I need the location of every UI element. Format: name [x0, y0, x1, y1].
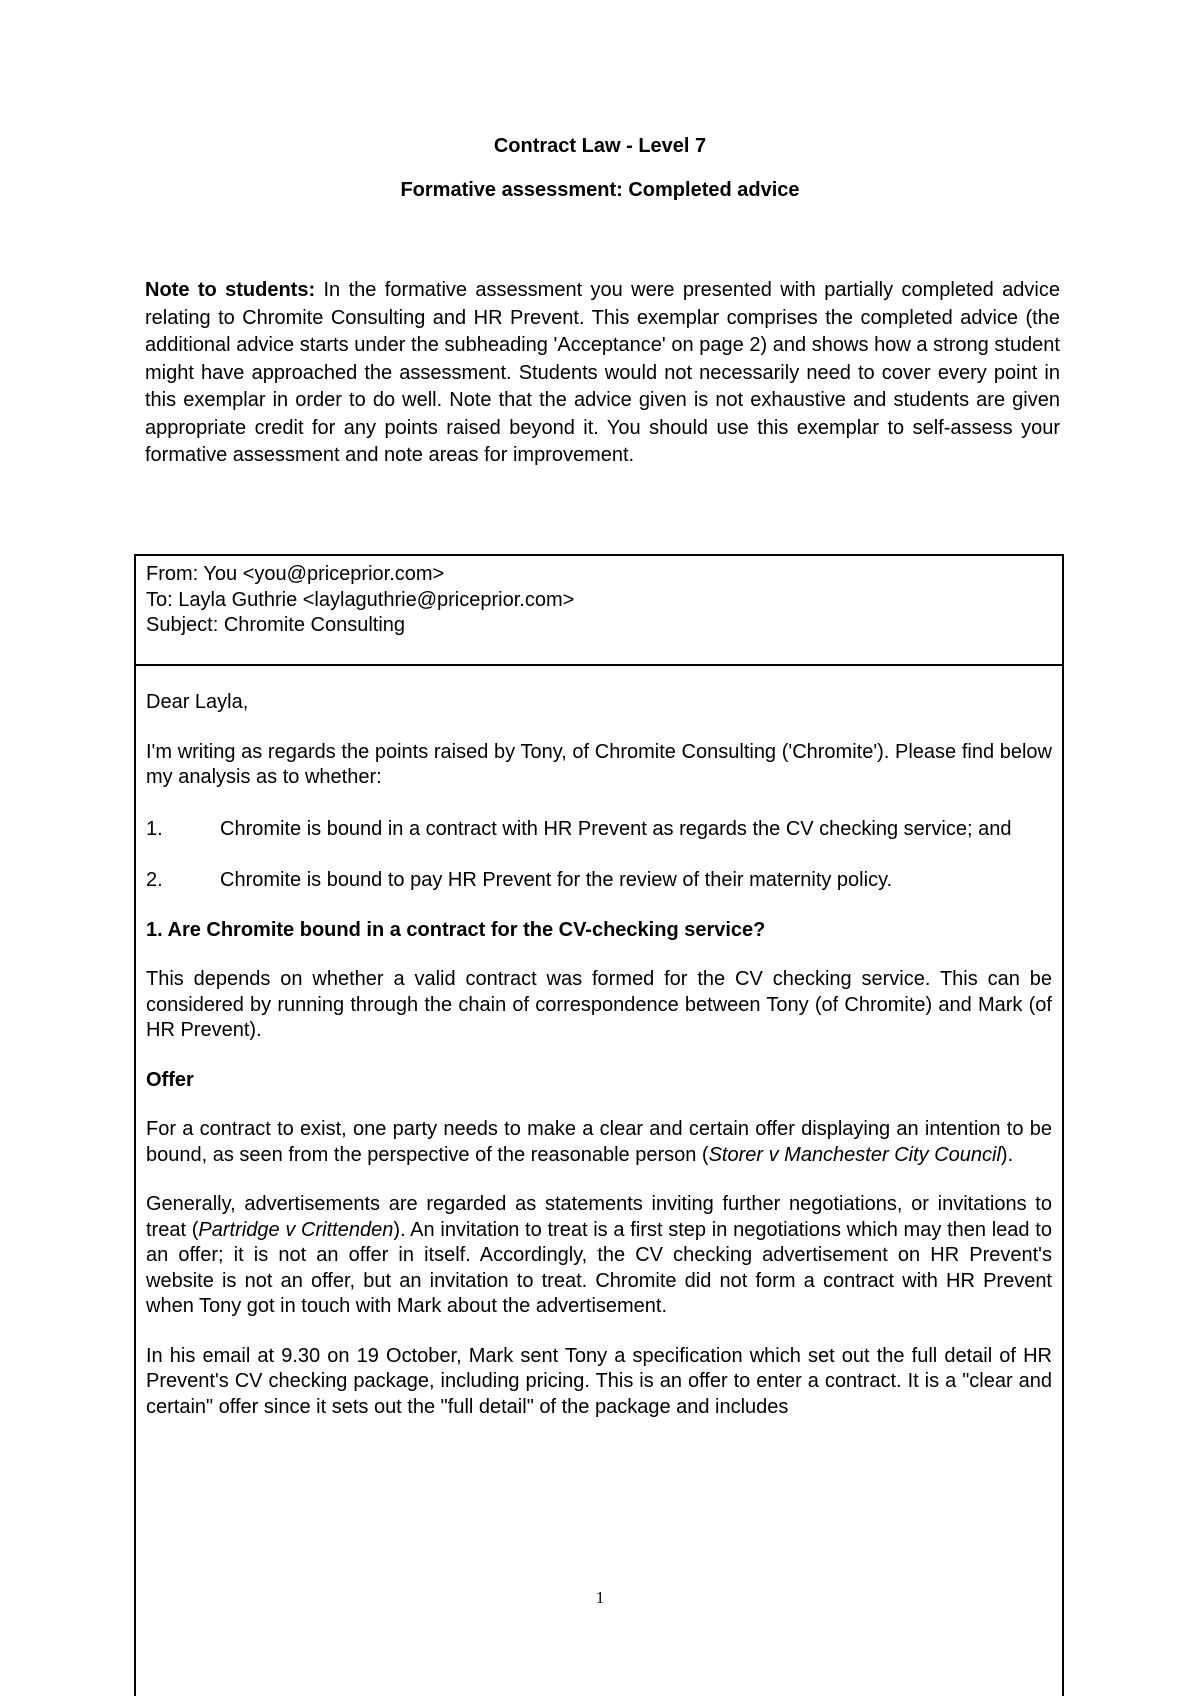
- paragraph-advertisements-text: Generally, advertisements are regarded as statements inviting further negotiations, or invitations to treat (: [146, 1193, 1052, 1241]
- greeting: Dear Layla,: [146, 691, 249, 713]
- list-item-text: Chromite is bound to pay HR Prevent for the review of their maternity policy.: [220, 869, 893, 891]
- paragraph-advertisements: [146, 1192, 1052, 1320]
- document-subtitle: Formative assessment: Completed advice: [400, 179, 800, 201]
- note-label: Note to students:: [145, 279, 316, 301]
- section-heading: 1. Are Chromite bound in a contract for the CV-checking service?: [146, 918, 766, 941]
- document-title: Contract Law - Level 7: [493, 135, 707, 157]
- list-item: [146, 817, 1052, 843]
- email-body: [146, 690, 1052, 1420]
- email-from: From: You <you@priceprior.com>: [146, 563, 445, 585]
- email-to: To: Layla Guthrie <laylaguthrie@priceprior.com>: [146, 588, 575, 611]
- page-number: 1: [595, 1588, 605, 1607]
- case-name: Storer v Manchester City Council: [708, 1143, 1001, 1166]
- intro-paragraph: I'm writing as regards the points raised by Tony, of Chromite Consulting ('Chromite'). Please find below my analysis as to whether:: [146, 740, 1052, 788]
- paragraph-contract-formation: This depends on whether a valid contract was formed for the CV checking service. This can be considered by running through the chain of correspondence between Tony (of Chromite) and Mark (of HR Prevent).: [146, 968, 1052, 1041]
- note-to-students: [145, 277, 1060, 470]
- note-text: In the formative assessment you were presented with partially completed advice relating to Chromite Consulting and HR Prevent. This exemplar comprises the completed advice (the additional advice starts under the subheading 'Acceptance' on page 2) and shows how a strong student might have approached the assessment. Students would not necessarily need to cover every point in this exemplar in order to do well. Note that the advice given is not exhaustive and students are given appropriate credit for any points raised beyond it. You should use this exemplar to self-assess your formative assessment and note areas for improvement.: [145, 279, 1060, 466]
- paragraph-offer-text: For a contract to exist, one party needs to make a clear and certain offer displaying an intention to be bound, as seen from the perspective of the reasonable person (: [146, 1118, 1052, 1166]
- paragraph-offer: [146, 1117, 1052, 1168]
- email-header: [136, 556, 1062, 666]
- list-item-text: Chromite is bound in a contract with HR Prevent as regards the CV checking service; and: [220, 817, 1012, 840]
- paragraph-email-offer: In his email at 9.30 on 19 October, Mark sent Tony a specification which set out the full detail of HR Prevent's CV checking package, including pricing. This is an offer to enter a contract. It is a "clear and certain" offer since it sets out the "full detail" of the package and includes: [146, 1344, 1052, 1418]
- email-box: [134, 554, 1064, 1696]
- list-item-number: 2.: [146, 869, 163, 891]
- list-item: [146, 868, 1052, 894]
- subheading-offer: Offer: [146, 1068, 194, 1091]
- case-name: Partridge v Crittenden: [198, 1218, 394, 1241]
- paragraph-advertisements-end: ). An invitation to treat is a first step in negotiations which may then lead to an offer; it is not an offer in itself. Accordingly, the CV checking advertisement on HR Prevent's website is not an offer, but an invitation to treat. Chromite did not form a contract with HR Prevent when Tony got in touch with Mark about the advertisement.: [146, 1218, 1052, 1317]
- list-item-number: 1.: [146, 817, 163, 840]
- email-subject: Subject: Chromite Consulting: [146, 614, 406, 636]
- paragraph-offer-end: ).: [1000, 1143, 1014, 1166]
